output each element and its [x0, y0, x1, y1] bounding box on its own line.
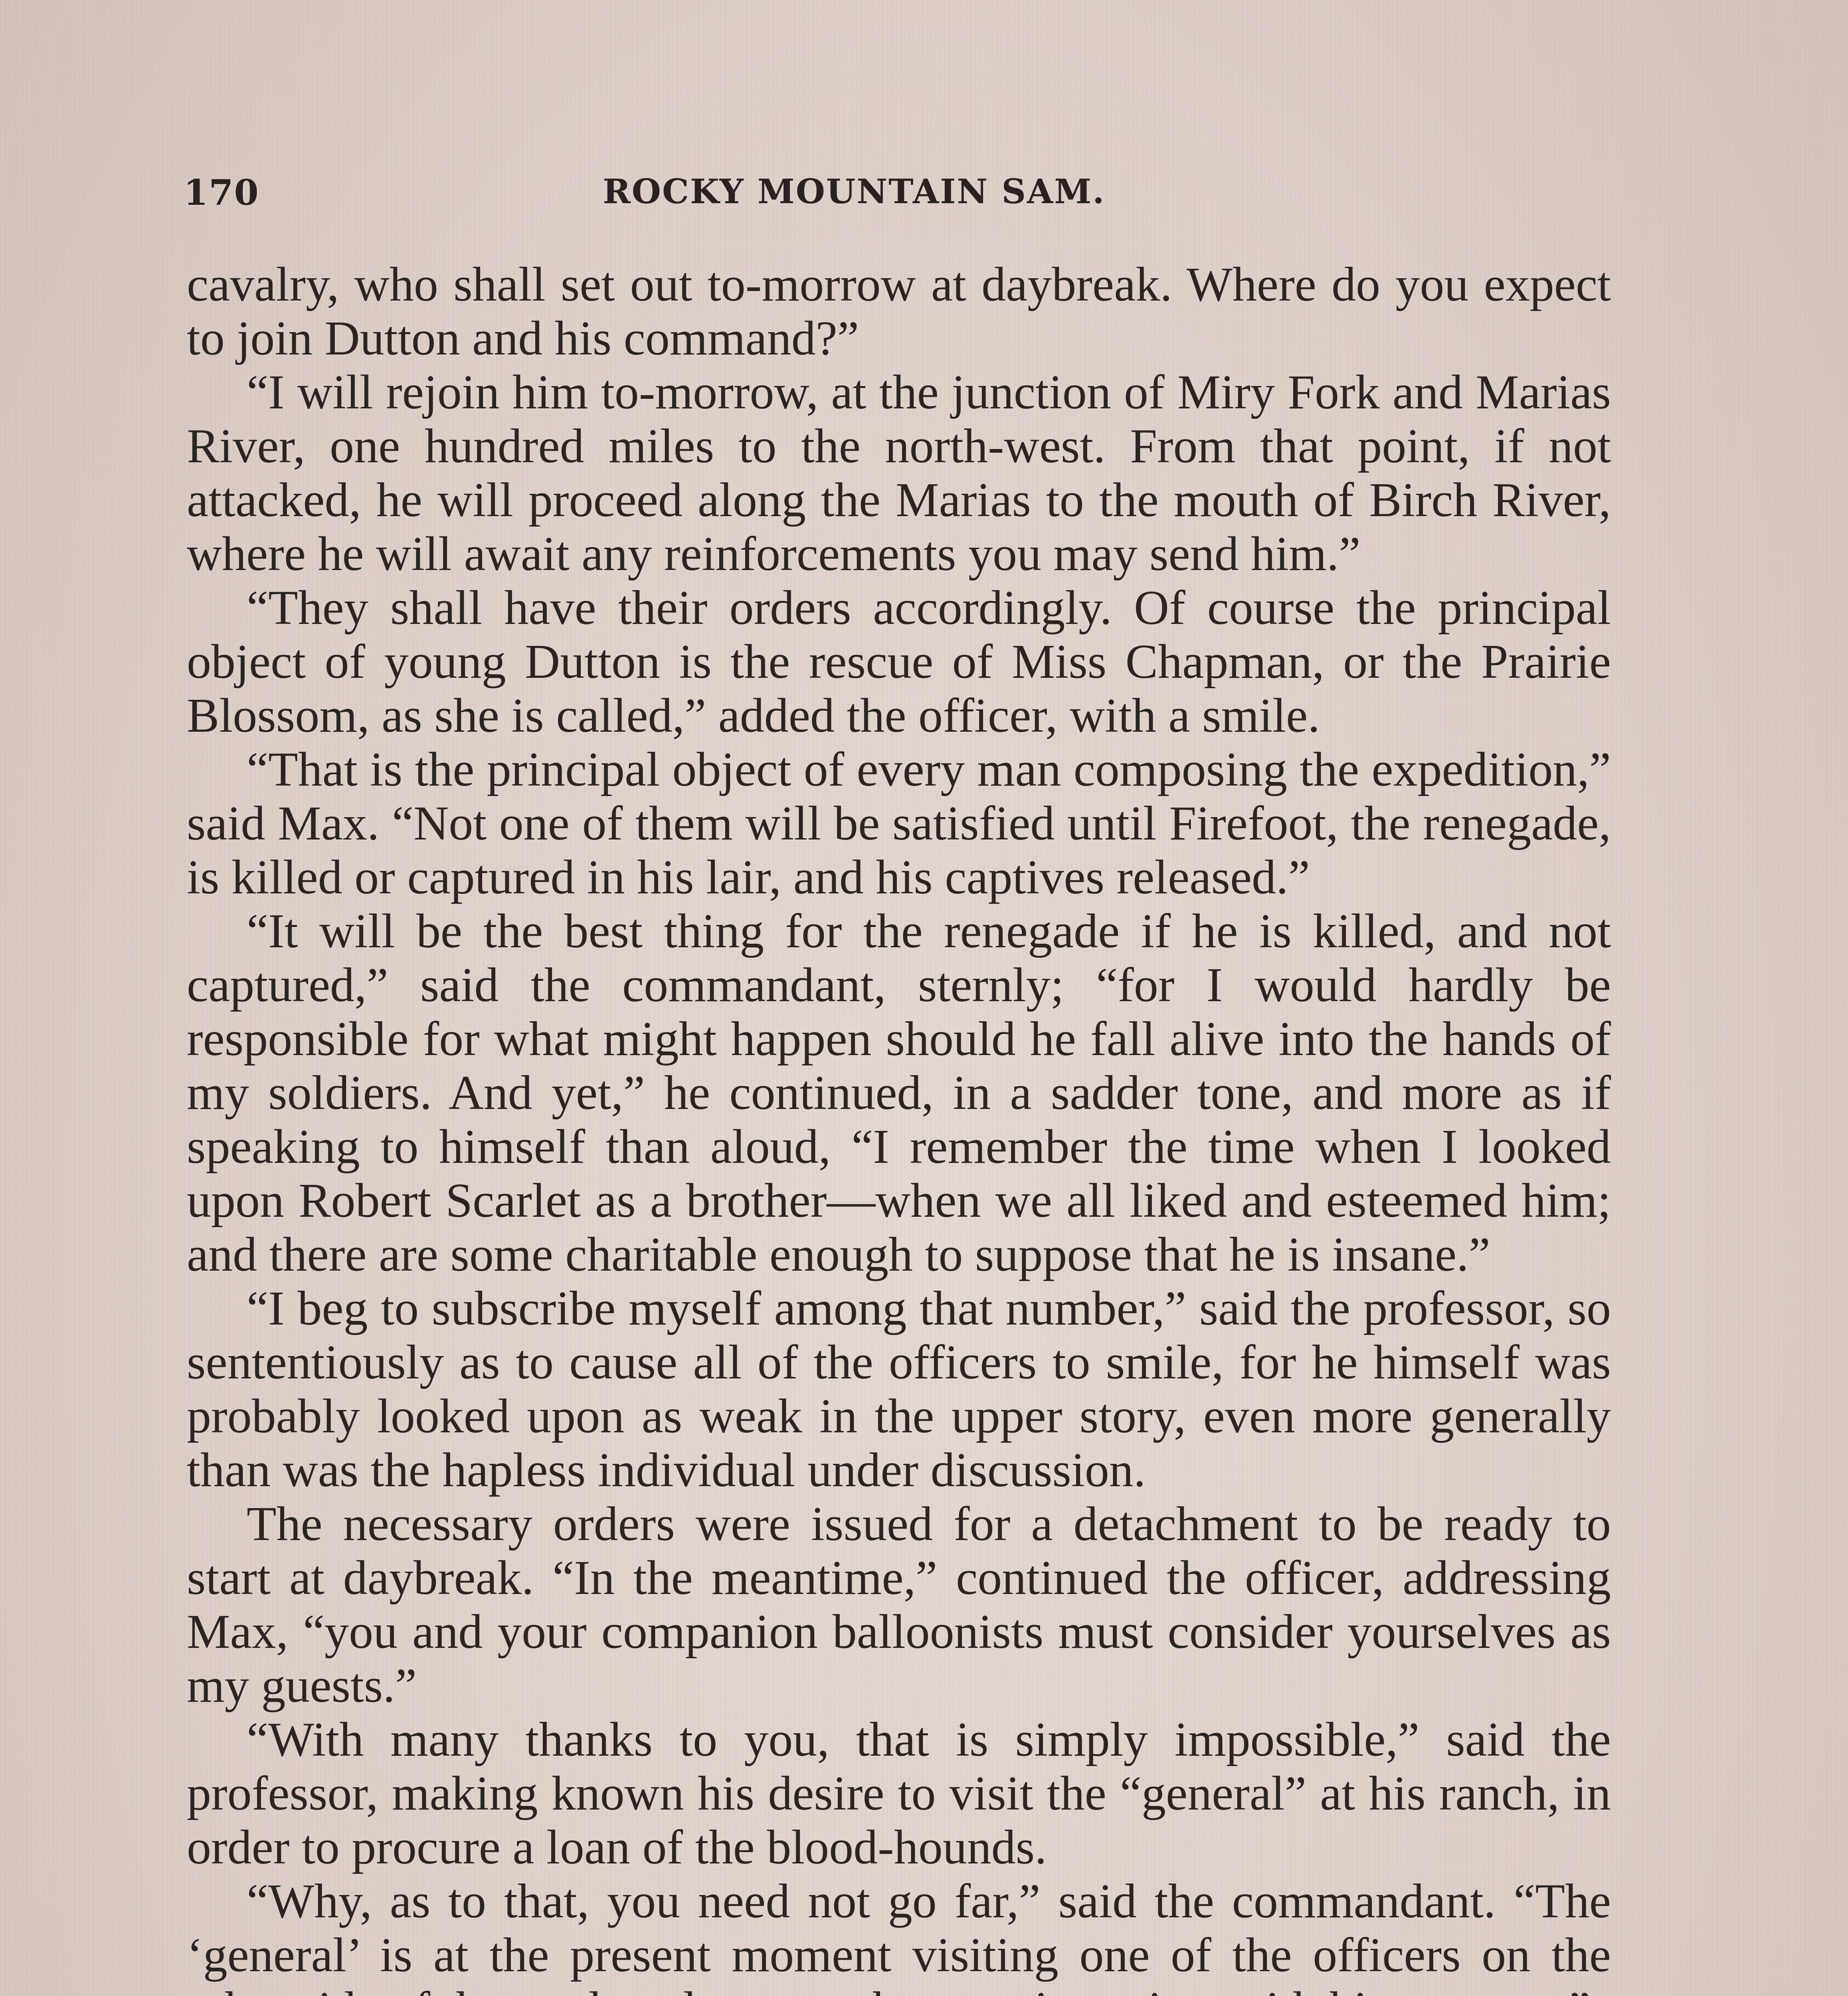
paragraph-6: “I beg to subscribe myself among that number,” said the professor, so sententiously as to cause all of the officers to smile, for he himself was probably looked upon as weak in the upper story, even more generally than was the hapless individual under discussion.	[187, 1281, 1611, 1497]
paragraph-3: “They shall have their orders accordingly. Of course the principal object of young Dutton is the rescue of Miss Chapman, or the Prairie Blossom, as she is called,” added the officer, with a smile.	[187, 581, 1611, 743]
paragraph-1: cavalry, who shall set out to-morrow at daybreak. Where do you expect to join Dutton and his command?”	[187, 257, 1611, 365]
paragraph-2: “I will rejoin him to-morrow, at the junction of Miry Fork and Marias River, one hundred miles to the north-west. From that point, if not attacked, he will proceed along the Marias to the mouth of Birch River, where he will await any reinforcements you may send him.”	[187, 365, 1611, 581]
book-title: ROCKY MOUNTAIN SAM.	[603, 172, 1105, 211]
paragraph-5: “It will be the best thing for the renegade if he is killed, and not captured,” said the commandant, sternly; “for I would hardly be responsible for what might happen should he fall alive into the hands of my soldiers. And yet,” he continued, in a sadder tone, and more as if speaking to himself than aloud, “I remember the time when I looked upon Robert Scarlet as a brother—when we all liked and esteemed him; and there are some charitable enough to suppose that he is insane.”	[187, 904, 1611, 1281]
paragraph-8: “With many thanks to you, that is simply impossible,” said the professor, making known his desire to visit the “general” at his ranch, in order to procure a loan of the blood-hounds.	[187, 1713, 1611, 1874]
paragraph-4: “That is the principal object of every man composing the expedition,” said Max. “Not one of them will be satisfied until Firefoot, the renegade, is killed or captured in his lair, and his captives released.”	[187, 743, 1611, 904]
page-number: 170	[184, 172, 259, 213]
paragraph-7: The necessary orders were issued for a detachment to be ready to start at daybreak. “In the meantime,” continued the officer, addressing Max, “you and your companion balloonists must consider yourselves as my guests.”	[187, 1497, 1611, 1713]
paragraph-9: “Why, as to that, you need not go far,” said the commandant. “The ‘general’ is at the present moment visiting one of the officers on the	[187, 1874, 1611, 1996]
